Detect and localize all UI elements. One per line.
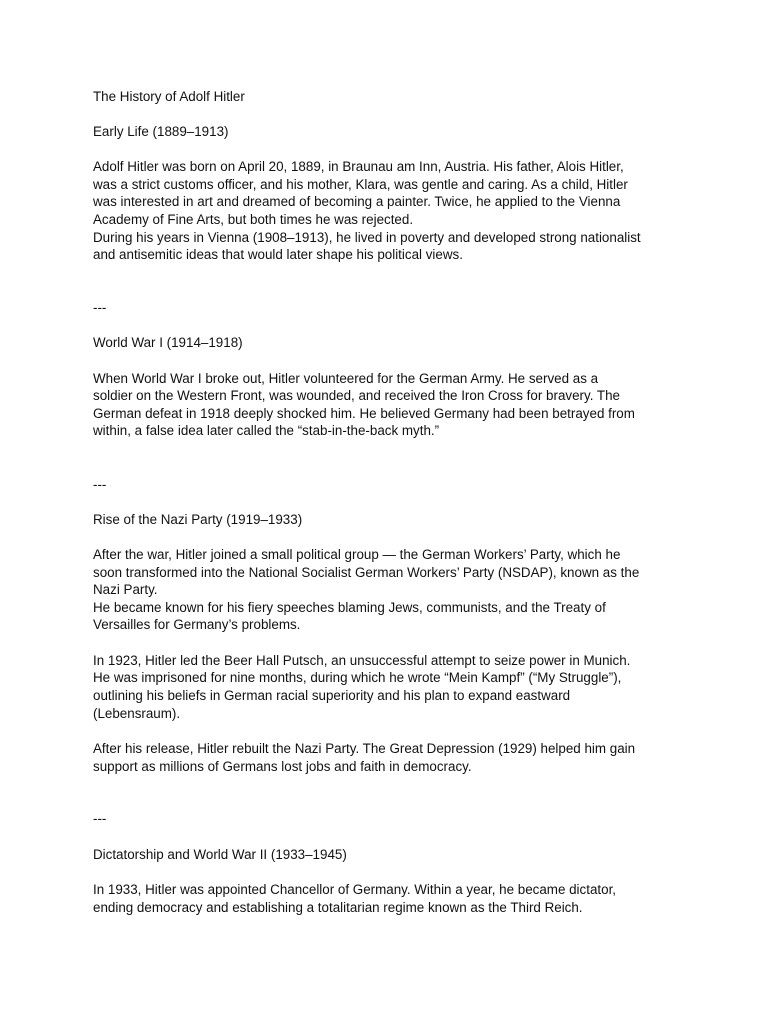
section-heading-nazi-party: Rise of the Nazi Party (1919–1933): [93, 512, 303, 527]
section-separator: ---: [93, 477, 107, 492]
paragraph-line: He was imprisoned for nine months, during which he wrote “Mein Kampf” (“My Struggle”),: [93, 670, 622, 685]
paragraph-line: German defeat in 1918 deeply shocked him. He believed Germany had been betrayed from: [93, 406, 635, 421]
paragraph-line: After the war, Hitler joined a small political group — the German Workers’ Party, which he: [93, 547, 621, 562]
paragraph-line: was a strict customs officer, and his mother, Klara, was gentle and caring. As a child, Hitler: [93, 177, 628, 192]
section-heading-world-war-i: World War I (1914–1918): [93, 335, 243, 350]
section-heading-dictatorship: Dictatorship and World War II (1933–1945): [93, 847, 347, 862]
paragraph-line: After his release, Hitler rebuilt the Nazi Party. The Great Depression (1929) helped him gain: [93, 741, 636, 756]
paragraph-line: Adolf Hitler was born on April 20, 1889, in Braunau am Inn, Austria. His father, Alois Hitler,: [93, 159, 624, 174]
paragraph-line: Versailles for Germany’s problems.: [93, 617, 301, 632]
paragraph-line: Nazi Party.: [93, 582, 158, 597]
document-title: The History of Adolf Hitler: [93, 89, 245, 104]
paragraph-line: (Lebensraum).: [93, 706, 181, 721]
paragraph-line: and antisemitic ideas that would later shape his political views.: [93, 247, 463, 262]
paragraph-line: Academy of Fine Arts, but both times he was rejected.: [93, 212, 414, 227]
paragraph-line: soldier on the Western Front, was wounded, and received the Iron Cross for bravery. The: [93, 388, 620, 403]
paragraph-line: within, a false idea later called the “stab-in-the-back myth.”: [93, 423, 440, 438]
paragraph-line: When World War I broke out, Hitler volunteered for the German Army. He served as a: [93, 371, 599, 386]
paragraph-line: During his years in Vienna (1908–1913), he lived in poverty and developed strong nationalist: [93, 230, 641, 245]
section-separator: ---: [93, 300, 107, 315]
paragraph-line: ending democracy and establishing a totalitarian regime known as the Third Reich.: [93, 900, 583, 915]
paragraph-line: He became known for his fiery speeches blaming Jews, communists, and the Treaty of: [93, 600, 606, 615]
section-heading-early-life: Early Life (1889–1913): [93, 124, 229, 139]
paragraph-line: outlining his beliefs in German racial superiority and his plan to expand eastward: [93, 688, 571, 703]
paragraph-line: soon transformed into the National Socialist German Workers’ Party (NSDAP), known as the: [93, 565, 640, 580]
paragraph-line: was interested in art and dreamed of becoming a painter. Twice, he applied to the Vienna: [93, 194, 621, 209]
paragraph-line: support as millions of Germans lost jobs and faith in democracy.: [93, 759, 472, 774]
section-separator: ---: [93, 811, 107, 826]
paragraph-line: In 1923, Hitler led the Beer Hall Putsch, an unsuccessful attempt to seize power in Munich.: [93, 653, 631, 668]
paragraph-line: In 1933, Hitler was appointed Chancellor of Germany. Within a year, he became dictator,: [93, 882, 617, 897]
